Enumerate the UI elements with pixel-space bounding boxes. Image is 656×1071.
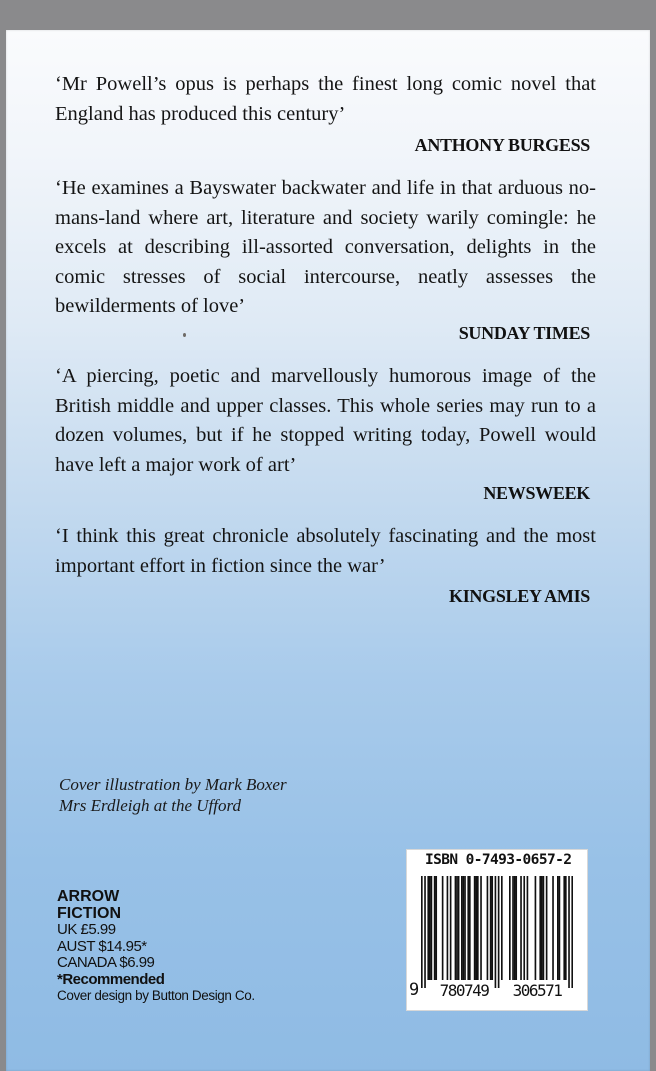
- barcode-bar: [523, 876, 525, 980]
- barcode-bar: [490, 876, 492, 980]
- barcode-bar: [546, 876, 548, 980]
- print-speck: [183, 333, 186, 337]
- barcode-bar: [520, 876, 522, 980]
- imprint-line-1: ARROW: [57, 888, 120, 905]
- barcode-bar: [512, 876, 514, 980]
- price-aust: AUST $14.95*: [57, 937, 147, 955]
- barcode-bar: [434, 876, 436, 980]
- back-cover: [6, 30, 650, 1071]
- barcode-bar: [565, 876, 567, 980]
- quote-burgess: ‘Mr Powell’s opus is perhaps the finest long comic novel that England has produced this century’: [55, 73, 596, 125]
- barcode-bars: [421, 876, 573, 988]
- attribution-burgess: ANTHONY BURGESS: [414, 135, 590, 155]
- barcode-bar: [427, 876, 429, 980]
- imprint-line-2: FICTION: [57, 905, 121, 922]
- barcode-bar: [456, 876, 458, 980]
- barcode-bar: [461, 876, 463, 980]
- barcode-bar: [464, 876, 466, 980]
- recommended-note: *Recommended: [57, 970, 165, 988]
- barcode-bar: [424, 876, 426, 988]
- barcode-bar: [455, 876, 457, 980]
- barcode-bar: [563, 876, 565, 980]
- barcode-bar: [487, 876, 489, 980]
- illustration-credit: Cover illustration by Mark Boxer: [59, 775, 287, 794]
- barcode-bar: [477, 876, 479, 980]
- barcode-bar: [527, 876, 529, 980]
- barcode-bar: [480, 876, 482, 980]
- barcode-bar: [541, 876, 543, 980]
- quote-amis: ‘I think this great chronicle absolutely fascinating and the most important effort in fiction since the war’: [55, 525, 596, 577]
- isbn-number: ISBN 0-7493-0657-2: [425, 852, 572, 868]
- barcode-bar: [469, 876, 471, 980]
- ean-first-digit: 9: [409, 980, 420, 1000]
- attribution-sunday-times: SUNDAY TIMES: [458, 323, 590, 343]
- barcode-bar: [463, 876, 465, 980]
- cover-design-credit: Cover design by Button Design Co.: [57, 988, 255, 1003]
- attribution-amis: KINGSLEY AMIS: [449, 586, 590, 606]
- attribution-newsweek: NEWSWEEK: [483, 483, 590, 503]
- barcode-bar: [557, 876, 559, 980]
- ean-left-digits: 780749: [439, 981, 489, 1000]
- barcode-bar: [501, 876, 503, 980]
- barcode-bar: [458, 876, 460, 980]
- barcode-bar: [543, 876, 545, 980]
- barcode-bar: [467, 876, 469, 980]
- price-uk: UK £5.99: [57, 921, 116, 938]
- illustration-title: Mrs Erdleigh at the Ufford: [59, 796, 241, 815]
- barcode-bar: [568, 876, 570, 988]
- barcode-bar: [474, 876, 476, 980]
- barcode-bar: [498, 876, 500, 988]
- price-canada: CANADA $6.99: [57, 954, 155, 971]
- quote-newsweek: ‘A piercing, poetic and marvellously humorous image of the British middle and upper classes. This whole series may run to a dozen volumes, but if he stopped writing today, Powell would have left a major work of art’: [55, 365, 596, 476]
- barcode-bar: [495, 876, 497, 988]
- barcode-bar: [435, 876, 437, 980]
- barcode-bar: [475, 876, 477, 980]
- barcode-bar: [429, 876, 431, 980]
- barcode-bar: [447, 876, 449, 980]
- barcode-bar: [491, 876, 493, 980]
- barcode-bar: [450, 876, 452, 980]
- quote-sunday-times: ‘He examines a Bayswater backwater and life in that arduous no-mans-land where art, literature and society warily comingle: he excels at describing ill-assorted conversation, delights in the comic stresses of social intercourse, neatly assesses the bewilderments of love’: [55, 177, 596, 317]
- barcode-bar: [571, 876, 573, 988]
- barcode-bar: [559, 876, 561, 980]
- ean-right-digits: 306571: [512, 981, 562, 1000]
- barcode-bar: [431, 876, 433, 980]
- barcode-bar: [535, 876, 537, 980]
- barcode-bar: [421, 876, 423, 988]
- publisher-block: [57, 888, 255, 1005]
- barcode-bar: [552, 876, 554, 980]
- barcode-bar: [514, 876, 516, 980]
- barcode-bar: [539, 876, 541, 980]
- barcode-bar: [509, 876, 511, 980]
- barcode-bar: [515, 876, 517, 980]
- barcode-bar: [442, 876, 444, 980]
- illustration-credits: [59, 774, 287, 816]
- barcode-panel: [406, 849, 588, 1011]
